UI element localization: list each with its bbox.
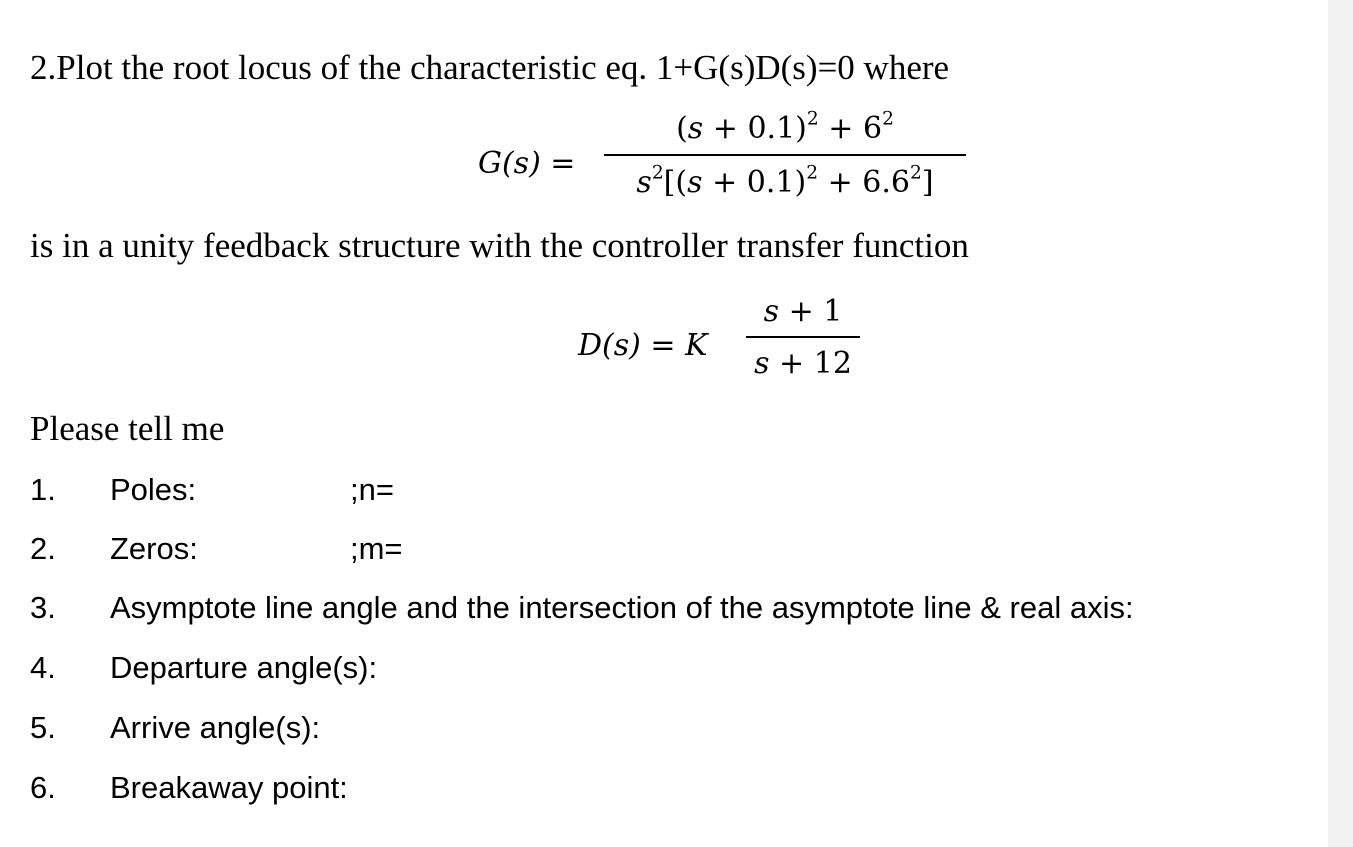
g-transfer-function-equation: [478, 108, 978, 218]
question-label: Zeros:: [110, 531, 198, 566]
question-number: 5.: [30, 710, 56, 745]
d-fraction-bar: [746, 336, 860, 338]
question-label: Breakaway point:: [110, 770, 348, 805]
question-label: Asymptote line angle and the intersection of the asymptote line & real axis:: [110, 590, 1134, 625]
question-prompt: Please tell me: [30, 409, 225, 448]
d-equation-lhs: D(s) = K: [578, 328, 708, 363]
g-equation-fraction: [604, 108, 966, 204]
question-number: 1.: [30, 472, 56, 507]
question-label: Departure angle(s):: [110, 650, 378, 685]
d-denominator: s + 12: [754, 346, 852, 381]
question-suffix: ;n=: [350, 472, 394, 507]
problem-statement: 2.Plot the root locus of the characteristic eq. 1+G(s)D(s)=0 where: [30, 48, 950, 87]
g-denominator: $s^2[(s + 0.1)^2 + 6.6^2]$: [636, 162, 934, 200]
g-equation-lhs: G(s) =: [478, 146, 576, 181]
question-label: Arrive angle(s):: [110, 710, 321, 745]
question-number: 3.: [30, 590, 56, 625]
page-edge-strip: [1328, 0, 1353, 847]
d-equation-fraction: [746, 292, 860, 384]
d-controller-equation: [578, 292, 878, 402]
g-numerator: $(s + 0.1)^2 + 6^2$: [676, 108, 894, 146]
g-fraction-bar: [604, 154, 966, 156]
question-number: 4.: [30, 650, 56, 685]
question-number: 2.: [30, 531, 56, 566]
d-numerator: s + 1: [763, 294, 843, 329]
question-suffix: ;m=: [350, 531, 403, 566]
question-number: 6.: [30, 770, 56, 805]
question-label: Poles:: [110, 472, 197, 507]
feedback-description: is in a unity feedback structure with the controller transfer function: [30, 226, 969, 265]
